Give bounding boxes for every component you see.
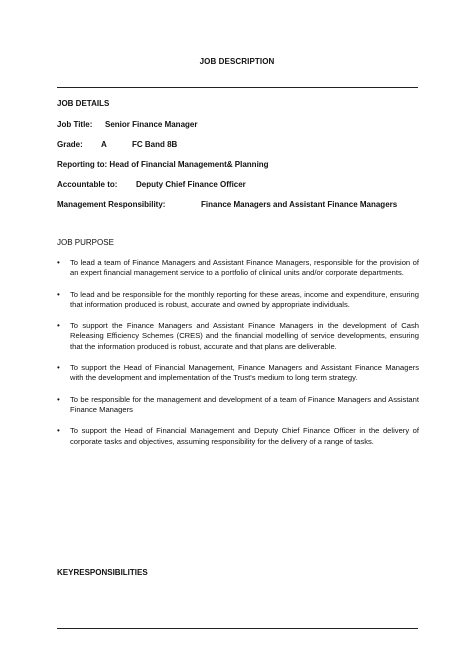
list-item <box>57 395 419 416</box>
grade-value: A <box>101 140 107 149</box>
grade-label: Grade: <box>57 140 83 149</box>
list-item <box>57 426 419 447</box>
list-item-text: To be responsible for the management and development of a team of Finance Managers and Assistant Finance Managers <box>70 394 419 414</box>
grade-band: FC Band 8B <box>132 140 178 149</box>
list-item <box>57 258 419 279</box>
job-purpose-list <box>57 258 419 458</box>
job-title-value: Senior Finance Manager <box>105 120 198 129</box>
job-purpose-heading: JOB PURPOSE <box>57 238 114 247</box>
bullet-icon: • <box>57 363 60 373</box>
list-item-text: To support the Head of Financial Management, Finance Managers and Assistant Finance Managers with the development and implementation of the Trust's medium to long term strategy. <box>70 363 419 383</box>
top-divider <box>57 87 418 88</box>
list-item-text: To support the Finance Managers and Assistant Finance Managers in the development of Cash Releasing Efficiency Schemes (CRES) and the financial modelling of service developments, ensuring that the information produced is robust, accurate and that plans are deliverable. <box>70 321 419 351</box>
bottom-divider <box>57 628 418 629</box>
list-item <box>57 321 419 352</box>
list-item-text: To support the Head of Financial Management and Deputy Chief Finance Officer in the delivery of corporate tasks and objectives, assuming responsibility for the delivery of a range of tasks. <box>70 426 419 446</box>
accountable-label: Accountable to: <box>57 180 118 189</box>
bullet-icon: • <box>57 394 60 404</box>
list-item-text: To lead a team of Finance Managers and Assistant Finance Managers, responsible for the provision of an expert financial management service to a portfolio of clinical units and/or corporate departments. <box>70 258 419 278</box>
bullet-icon: • <box>57 426 60 436</box>
reporting-to-text: Reporting to: Head of Financial Management& Planning <box>57 160 269 169</box>
list-item <box>57 363 419 384</box>
list-item <box>57 290 419 311</box>
job-details-heading: JOB DETAILS <box>57 99 110 108</box>
bullet-icon: • <box>57 258 60 267</box>
page-title: JOB DESCRIPTION <box>199 57 275 66</box>
management-label: Management Responsibility: <box>57 200 166 209</box>
list-item-text: To lead and be responsible for the monthly reporting for these areas, income and expenditure, ensuring that information produced is robust, accurate and owned by appropriate individuals. <box>70 289 419 309</box>
bullet-icon: • <box>57 321 60 331</box>
management-value: Finance Managers and Assistant Finance Managers <box>201 200 398 209</box>
key-responsibilities-heading: KEYRESPONSIBILITIES <box>57 568 148 577</box>
bullet-icon: • <box>57 289 60 299</box>
accountable-value: Deputy Chief Finance Officer <box>136 180 246 189</box>
job-title-label: Job Title: <box>57 120 93 129</box>
